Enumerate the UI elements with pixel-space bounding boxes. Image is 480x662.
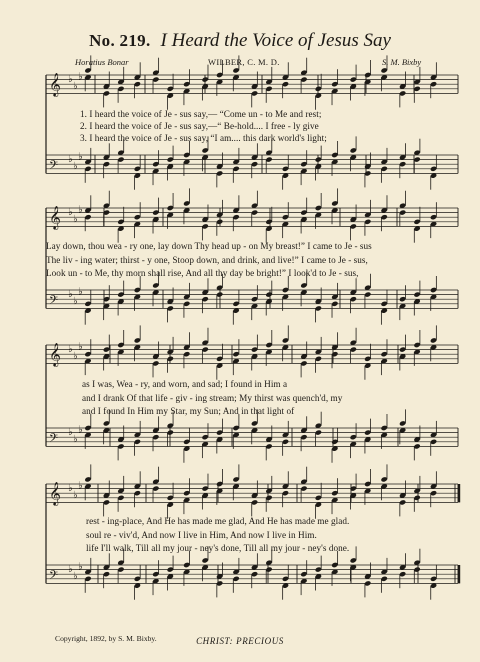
flat-sign: ♭ (68, 427, 73, 438)
verse-line: as I was, Wea - ry, and worn, and sad; I found in Him a (82, 379, 288, 389)
bass-clef: 𝄢 (49, 294, 59, 311)
flat-sign: ♭ (78, 561, 83, 573)
flat-sign: ♭ (78, 424, 83, 436)
verse-line: Lay down, thou wea - ry one, lay down Thy head up - on My breast!” I came to Je - sus (46, 241, 372, 251)
flat-sign: ♭ (73, 433, 78, 445)
flat-sign: ♭ (68, 289, 73, 300)
bass-clef: 𝄢 (49, 432, 59, 449)
hymn-title: I Heard the Voice of Jesus Say (160, 30, 391, 51)
hymn-heading (0, 30, 480, 52)
flat-sign: ♭ (68, 74, 73, 85)
flat-sign: ♭ (73, 570, 78, 582)
flat-sign: ♭ (68, 344, 73, 355)
final-bar (458, 484, 460, 502)
verse-line: The liv - ing water; thirst - y one, Stoop down, and drink, and live!” I came to Je - sus, (46, 255, 368, 265)
copyright-notice: Copyright, 1892, by S. M. Bixby. (55, 634, 157, 643)
flat-sign: ♭ (78, 286, 83, 298)
flat-sign: ♭ (68, 483, 73, 494)
bass-clef: 𝄢 (49, 569, 59, 586)
verse-line: and I drank Of that life - giv - ing stream; My thirst was quench'd, my (82, 393, 343, 403)
flat-sign: ♭ (68, 154, 73, 165)
treble-clef: 𝄞 (49, 72, 61, 97)
verse-line: 1. I heard the voice of Je - sus say,— “Come un - to Me and rest; (80, 109, 322, 119)
flat-sign: ♭ (73, 213, 78, 225)
verse-line: 2. I heard the voice of Je - sus say,—“ Be-hold.... I free - ly give (80, 121, 319, 131)
composer: S. M. Bixby (382, 57, 422, 67)
flat-sign: ♭ (78, 341, 83, 353)
bass-clef: 𝄢 (49, 159, 59, 176)
flat-sign: ♭ (78, 71, 83, 83)
flat-sign: ♭ (68, 207, 73, 218)
flat-sign: ♭ (73, 489, 78, 501)
treble-clef: 𝄞 (49, 481, 61, 506)
verse-line: rest - ing-place, And He has made me glad, And He has made me glad. (86, 516, 350, 526)
flat-sign: ♭ (78, 480, 83, 492)
lyricist: Horatius Bonar (75, 57, 129, 67)
flat-sign: ♭ (68, 564, 73, 575)
verse-line: life I'll walk, Till all my jour - ney's done, Till all my jour - ney's done. (86, 543, 350, 553)
tune-name: WILBER, C. M. D. (208, 57, 280, 67)
final-bar (458, 565, 460, 583)
flat-sign: ♭ (78, 204, 83, 216)
verse-line: 3. I heard the voice of Je - sus say, “I am.... this dark world's light; (80, 133, 327, 143)
verse-line: Look un - to Me, thy morn shall rise, And all thy day be bright!” I look'd to Je - sus, (46, 268, 359, 278)
flat-sign: ♭ (73, 295, 78, 307)
treble-clef: 𝄞 (49, 342, 61, 367)
verse-line: and I found In Him my Star, my Sun; And in that light of (82, 406, 295, 416)
flat-sign: ♭ (73, 160, 78, 172)
hymn-number: No. 219. (89, 31, 151, 50)
topic-caption: CHRIST: PRECIOUS (196, 636, 284, 646)
flat-sign: ♭ (78, 151, 83, 163)
flat-sign: ♭ (73, 80, 78, 92)
flat-sign: ♭ (73, 350, 78, 362)
treble-clef: 𝄞 (49, 205, 61, 230)
verse-line: soul re - viv'd, And now I live in Him, And now I live in Him. (86, 530, 317, 540)
